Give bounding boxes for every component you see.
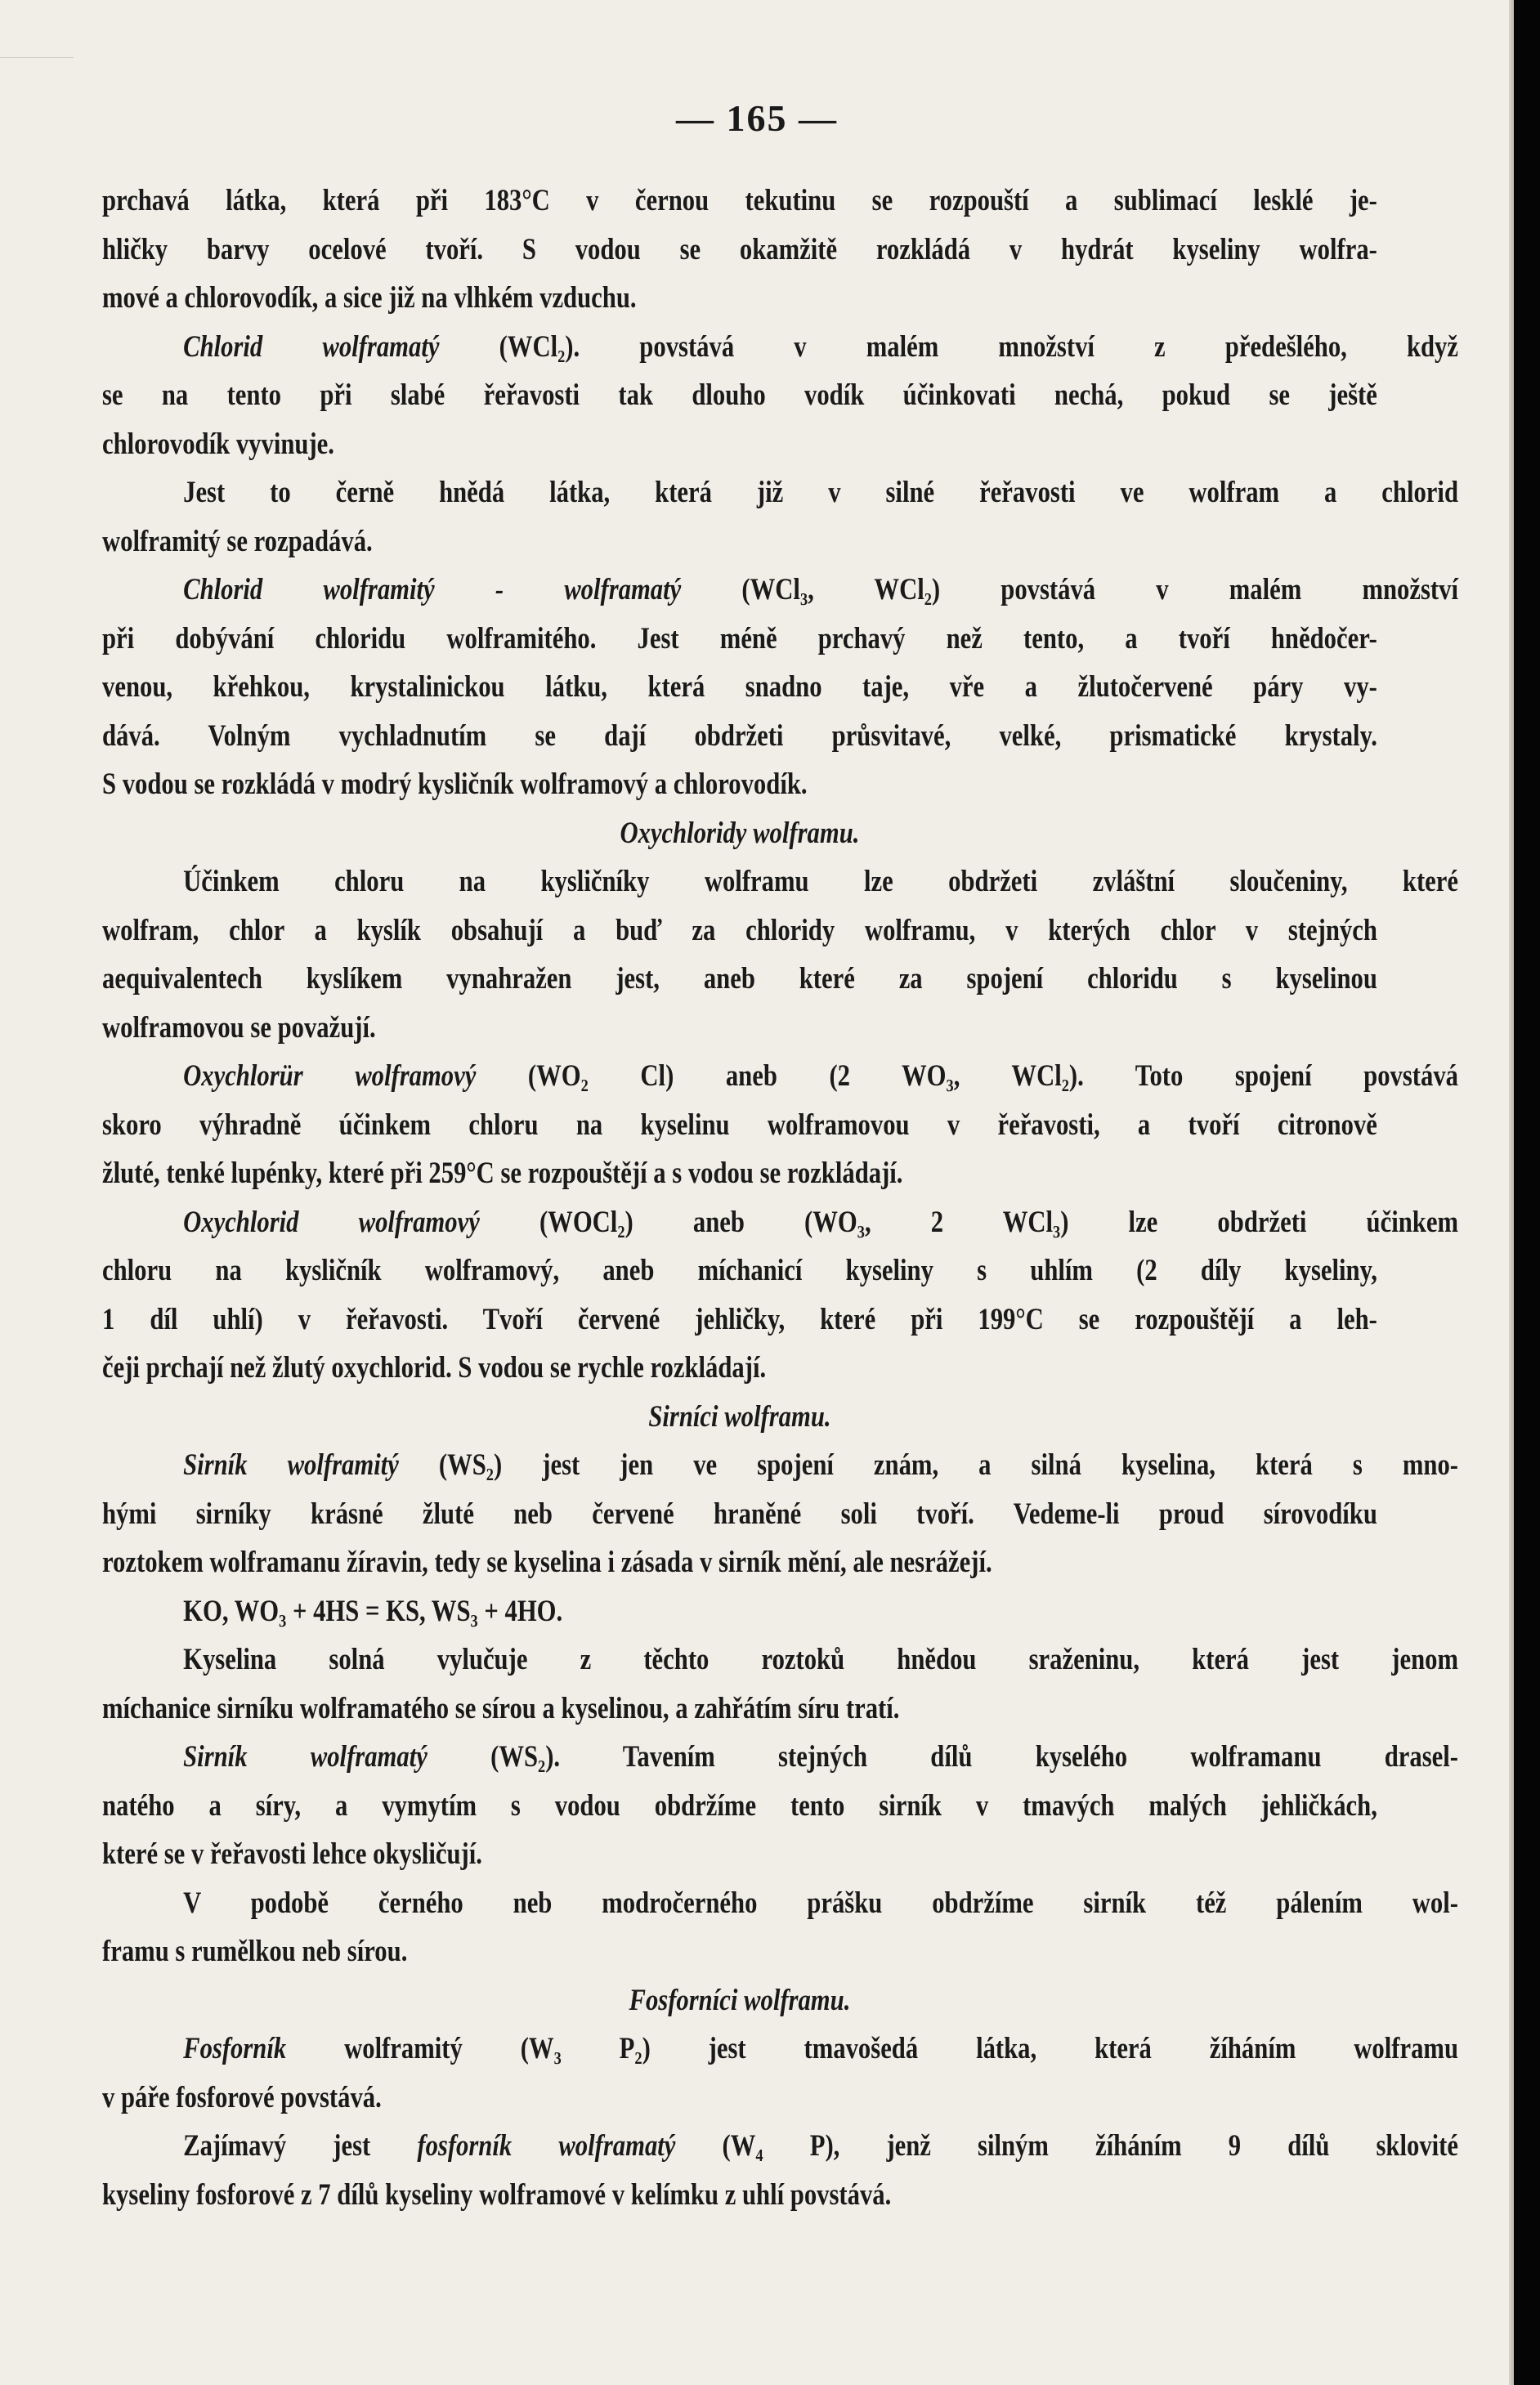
line-text: natého a síry, a vymytím s vodou obdržíme tento sirník v tmavých malých jehličkách, — [102, 1788, 1377, 1822]
line-text: wolframitý (W₃ P₂) jest tmavošedá látka, která žíháním wolframu — [286, 2031, 1458, 2065]
text-line — [102, 176, 1377, 225]
line-text: (WS₂) jest jen ve spojení znám, a silná kyselina, která s mno- — [398, 1448, 1459, 1481]
text-line — [102, 614, 1377, 663]
text-line — [102, 1003, 1377, 1052]
page-corner-fold — [0, 0, 74, 58]
text-line — [102, 1926, 1377, 1976]
italic-term: Oxychlorür wolframový — [183, 1058, 477, 1092]
line-text: chlorovodík vyvinuje. — [102, 426, 334, 460]
scan-edge — [1514, 0, 1540, 2385]
text-line — [102, 1100, 1377, 1149]
line-text: framu s rumělkou neb sírou. — [102, 1934, 408, 1967]
text-line — [102, 2170, 1377, 2219]
text-line — [102, 419, 1377, 468]
italic-term: fosforník wolframatý — [417, 2128, 676, 2162]
text-line — [102, 1197, 1458, 1246]
text-line — [102, 468, 1458, 517]
text-line — [102, 517, 1377, 566]
section-heading — [102, 1976, 1377, 2025]
text-line — [102, 273, 1377, 322]
text-line — [102, 662, 1377, 711]
text-line — [102, 1781, 1377, 1830]
line-text: aequivalentech kyslíkem vynahražen jest, aneb které za spojení chloridu s kyselinou — [102, 961, 1377, 995]
line-text: hličky barvy ocelové tvoří. S vodou se okamžitě rozkládá v hydrát kyseliny wolfra- — [102, 231, 1377, 266]
line-text: při dobývání chloridu wolframitého. Jest méně prchavý než tento, a tvoří hnědočer- — [102, 620, 1377, 655]
line-text: (WCl₃, WCl₂) povstává v malém množství — [681, 572, 1458, 606]
text-line — [102, 857, 1458, 906]
line-text: Kyselina solná vylučuje z těchto roztoků hnědou sraženinu, která jest jenom — [183, 1642, 1458, 1676]
line-text: skoro výhradně účinkem chloru na kyselinu wolframovou v řeřavosti, a tvoří citronově — [102, 1107, 1377, 1141]
line-text: (WO₂ Cl) aneb (2 WO₃, WCl₂). Toto spojení povstává — [476, 1058, 1458, 1092]
text-line — [102, 1148, 1377, 1197]
line-text: které se v řeřavosti lehce okysličují. — [102, 1837, 482, 1870]
italic-term: Sirník wolframitý — [183, 1448, 399, 1481]
line-text: V podobě černého neb modročerného prášku obdržíme sirník též pálením wol- — [183, 1885, 1458, 1919]
line-text: wolframovou se považují. — [102, 1009, 376, 1044]
line-text: Zajímavý jest — [183, 2128, 418, 2162]
section-heading — [102, 1392, 1377, 1441]
line-text: wolfram, chlor a kyslík obsahují a buď za chloridy wolframu, v kterých chlor v stejných — [102, 912, 1377, 946]
line-text: Účinkem chloru na kysličníky wolframu lze obdržeti zvláštní sloučeniny, které — [183, 864, 1458, 897]
page-number: — 165 — — [676, 97, 838, 139]
text-line — [102, 759, 1377, 808]
equation-line — [102, 1586, 1458, 1635]
text-line — [102, 1295, 1377, 1344]
text-line — [102, 1537, 1377, 1586]
text-line — [102, 1829, 1377, 1878]
line-text: Oxychloridy wolframu. — [620, 815, 860, 849]
line-text: (WS₂). Tavením stejných dílů kyselého wolframanu drasel- — [427, 1739, 1459, 1773]
line-text: míchanice sirníku wolframatého se sírou a kyselinou, a zahřátím síru tratí. — [102, 1690, 900, 1725]
page-body — [102, 176, 1459, 2218]
line-text: roztokem wolframanu žíravin, tedy se kyselina i zásada v sirník mění, ale nesrážejí. — [102, 1545, 992, 1578]
text-line — [102, 370, 1377, 419]
text-line — [102, 1732, 1458, 1781]
line-text: 1 díl uhlí) v řeřavosti. Tvoří červené jehličky, které při 199°C se rozpouštějí a leh- — [102, 1301, 1377, 1336]
text-line — [102, 1343, 1377, 1392]
line-text: Fosforníci wolframu. — [629, 1982, 851, 2016]
text-line — [102, 1684, 1377, 1733]
text-line — [102, 1489, 1377, 1538]
italic-term: Chlorid wolframatý — [183, 329, 440, 363]
text-line — [102, 565, 1458, 614]
line-text: venou, křehkou, krystalinickou látku, která snadno taje, vře a žlutočervené páry vy- — [102, 669, 1377, 703]
text-line — [102, 1440, 1458, 1489]
text-line — [102, 2024, 1458, 2073]
line-text: KO, WO₃ + 4HS = KS, WS₃ + 4HO. — [183, 1593, 563, 1627]
line-text: Jest to černě hnědá látka, která již v silné řeřavosti ve wolfram a chlorid — [183, 475, 1458, 508]
text-line — [102, 1051, 1458, 1100]
line-text: kyseliny fosforové z 7 dílů kyseliny wolframové v kelímku z uhlí povstává. — [102, 2177, 892, 2211]
italic-term: Fosforník — [183, 2031, 287, 2065]
text-line — [102, 711, 1377, 760]
line-text: prchavá látka, která při 183°C v černou tekutinu se rozpouští a sublimací lesklé je- — [102, 183, 1377, 217]
text-line — [102, 225, 1377, 274]
line-text: (W₄ P), jenž silným žíháním 9 dílů sklovité — [675, 2128, 1458, 2162]
section-heading — [102, 808, 1377, 857]
text-line — [102, 322, 1458, 371]
text-line — [102, 906, 1377, 955]
line-text: S vodou se rozkládá v modrý kysličník wolframový a chlorovodík. — [102, 767, 808, 800]
line-text: čeji prchají než žlutý oxychlorid. S vodou se rychle rozkládají. — [102, 1350, 767, 1384]
line-text: (WOCl₂) aneb (WO₃, 2 WCl₃) lze obdržeti účinkem — [479, 1204, 1458, 1238]
line-text: (WCl₂). povstává v malém množství z předešlého, když — [439, 329, 1458, 363]
italic-term: Sirník wolframatý — [183, 1739, 428, 1773]
text-line — [102, 1635, 1458, 1684]
line-text: Sirníci wolframu. — [648, 1398, 831, 1433]
line-text: hými sirníky krásné žluté neb červené hraněné soli tvoří. Vedeme-li proud sírovodíku — [102, 1496, 1377, 1530]
text-line — [102, 1878, 1458, 1927]
text-line — [102, 954, 1377, 1003]
text-line — [102, 1246, 1377, 1295]
italic-term: Chlorid wolframitý - wolframatý — [183, 572, 682, 606]
line-text: chloru na kysličník wolframový, aneb míchanicí kyseliny s uhlím (2 díly kyseliny, — [102, 1253, 1377, 1286]
line-text: se na tento při slabé řeřavosti tak dlouho vodík účinkovati nechá, pokud se ještě — [102, 378, 1377, 411]
line-text: wolframitý se rozpadává. — [102, 523, 373, 557]
italic-term: Oxychlorid wolframový — [183, 1204, 480, 1238]
text-line — [102, 2073, 1377, 2122]
line-text: žluté, tenké lupénky, které při 259°C se rozpouštějí a s vodou se rozkládají. — [102, 1156, 903, 1189]
line-text: v páře fosforové povstává. — [102, 2079, 382, 2114]
line-text: mové a chlorovodík, a sice již na vlhkém vzduchu. — [102, 280, 637, 314]
text-line — [102, 2121, 1458, 2170]
line-text: dává. Volným vychladnutím se dají obdržeti průsvitavé, velké, prismatické krystaly. — [102, 718, 1377, 752]
